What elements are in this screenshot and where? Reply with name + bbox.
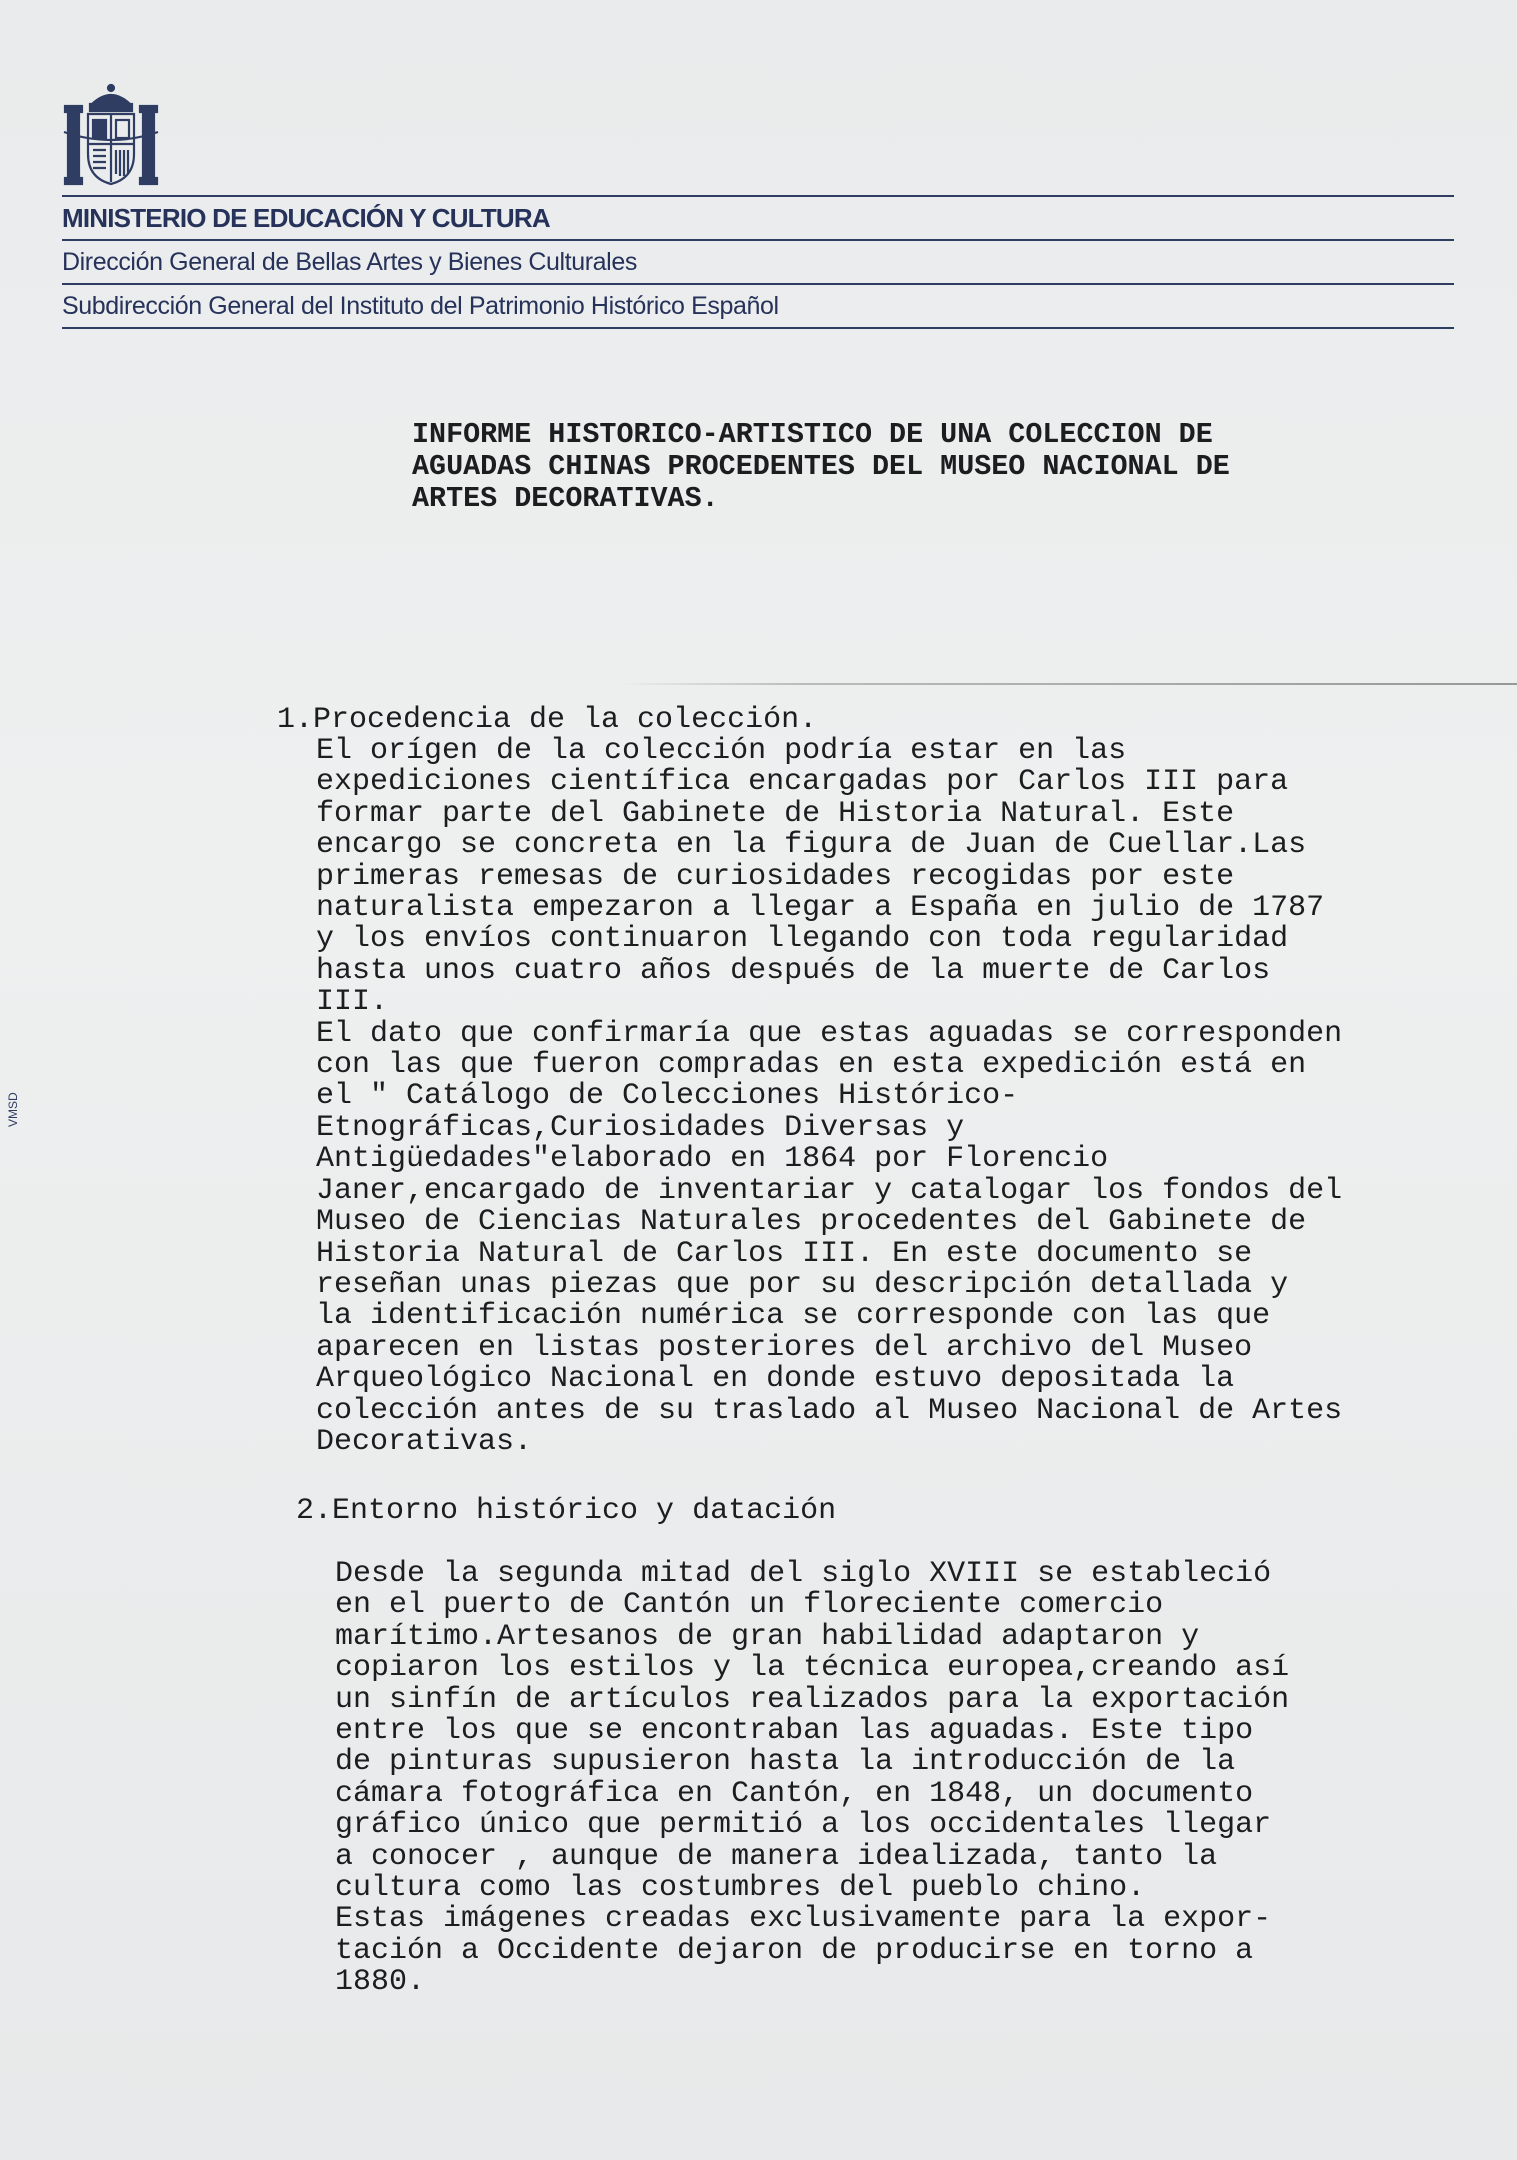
letterhead-rule [62, 327, 1454, 329]
section-2-heading: 2.Entorno histórico y datación [296, 1494, 837, 1528]
section-1-body: El orígen de la colección podría estar en las expediciones científica encargadas por Carlos III para formar parte del Gabinete de Historia Natural. Este encargo se concreta en la figura de Juan de Cuellar.Las primeras remesas de curiosidades recogidas por este naturalista empezaron a llegar a España en julio de 1787 y los envíos continuaron llegando con toda regularidad hasta unos cuatro años después de la muerte de Carlos III. El dato que confirmaría que estas aguadas se corresponden con las que fueron compradas en esta expedición está en el " Catálogo de Colecciones Histórico- Etnográficas,Curiosidades Diversas y Antigüedades"elaborado en 1864 por Florencio Janer,encargado de inventariar y catalogar los fondos del Museo de Ciencias Naturales procedentes del Gabinete de Historia Natural de Carlos III. En este documento se reseñan unas piezas que por su descripción detallada y la identificación numérica se corresponde con las que aparecen en listas posteriores del archivo del Museo Arqueológico Nacional en donde estuvo depositada la colección antes de su traslado al Museo Nacional de Artes Decorativas. [316, 734, 1343, 1459]
ministry-name: MINISTERIO DE EDUCACIÓN Y CULTURA [62, 203, 550, 233]
document-title: INFORME HISTORICO-ARTISTICO DE UNA COLECCION DE AGUADAS CHINAS PROCEDENTES DEL MUSEO NACIONAL DE ARTES DECORATIVAS. [412, 418, 1230, 515]
subdirection: Subdirección General del Instituto del Patrimonio Histórico Español [62, 292, 779, 320]
margin-label: VMSD [6, 1092, 20, 1127]
coat-of-arms-icon [62, 82, 160, 190]
section-1-heading: 1.Procedencia de la colección. [277, 703, 818, 737]
general-direction: Dirección General de Bellas Artes y Bienes Culturales [62, 248, 637, 276]
scan-artifact-line [620, 683, 1517, 685]
section-2-body: Desde la segunda mitad del siglo XVIII se estableció en el puerto de Cantón un floreciente comercio marítimo.Artesanos de gran habilidad adaptaron y copiaron los estilos y la técnica europea,creando así un sinfín de artículos realizados para la exportación entre los que se encontraban las aguadas. Este tipo de pinturas supusieron hasta la introducción de la cámara fotográfica en Cantón, en 1848, un documento gráfico único que permitió a los occidentales llegar a conocer , aunque de manera idealizada, tanto la cultura como las costumbres del pueblo chino. Estas imágenes creadas exclusivamente para la expor- tación a Occidente dejaron de producirse en torno a 1880. [335, 1557, 1290, 2000]
letterhead [62, 195, 1454, 329]
